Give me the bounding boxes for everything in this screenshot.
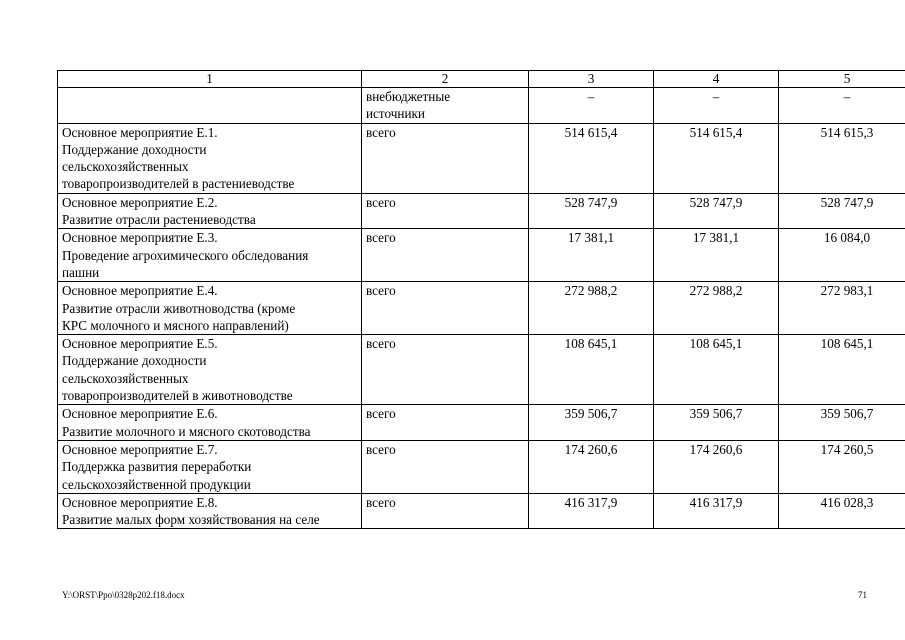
activity-name-cell-line: Поддержание доходности — [62, 353, 207, 369]
funding-source-cell-line: всего — [366, 441, 396, 457]
funding-source-cell — [362, 229, 529, 282]
table-row — [58, 123, 905, 193]
value-cell-col-5: 272 983,1 — [779, 282, 905, 335]
footer-file-path: Y:\ORST\Ppo\0328p202.f18.docx — [62, 590, 185, 600]
funding-source-cell-line: всего — [366, 494, 396, 510]
funding-source-cell-line: всего — [366, 406, 396, 422]
table-row — [58, 229, 905, 282]
table-row — [58, 335, 905, 405]
value-cell-col-5: 514 615,3 — [779, 123, 905, 193]
activity-name-cell — [58, 193, 362, 229]
activity-name-cell-line: Поддержание доходности — [62, 141, 207, 157]
value-cell-col-5: – — [779, 88, 905, 124]
funding-source-cell-line: источники — [366, 106, 425, 122]
funding-source-cell — [362, 88, 529, 124]
activity-name-cell-line: Основное мероприятие Е.6. — [62, 406, 218, 422]
activity-name-cell-line: товаропроизводителей в животноводстве — [62, 388, 293, 404]
table-row — [58, 440, 905, 493]
activity-name-cell — [58, 493, 362, 529]
funding-source-cell — [362, 335, 529, 405]
value-cell-col-4: 416 317,9 — [654, 493, 779, 529]
activity-name-cell-line: Основное мероприятие Е.5. — [62, 336, 218, 352]
value-cell-col-5: 528 747,9 — [779, 193, 905, 229]
activity-name-cell-line: сельскохозяйственных — [62, 370, 189, 386]
value-cell-col-4: 359 506,7 — [654, 405, 779, 441]
value-cell-col-5: 108 645,1 — [779, 335, 905, 405]
page-number: 71 — [858, 590, 867, 600]
activity-name-cell-line: Поддержка развития переработки — [62, 459, 252, 475]
value-cell-col-5: 174 260,5 — [779, 440, 905, 493]
activity-name-cell — [58, 123, 362, 193]
value-cell-col-3: 108 645,1 — [529, 335, 654, 405]
funding-source-cell-line: всего — [366, 336, 396, 352]
header-cell-3: 3 — [529, 71, 654, 88]
activity-name-cell-line: Развитие малых форм хозяйствования на селе — [62, 512, 320, 528]
value-cell-col-3: 416 317,9 — [529, 493, 654, 529]
funding-source-cell-line: всего — [366, 283, 396, 299]
activity-name-cell-line: Развитие отрасли растениеводства — [62, 212, 256, 228]
value-cell-col-4: 174 260,6 — [654, 440, 779, 493]
activity-name-cell-line: Основное мероприятие Е.7. — [62, 441, 218, 457]
value-cell-col-3: – — [529, 88, 654, 124]
table-row — [58, 405, 905, 441]
funding-source-cell-line: всего — [366, 124, 396, 140]
activity-name-cell — [58, 88, 362, 124]
activity-name-cell-line: КРС молочного и мясного направлений) — [62, 317, 289, 333]
header-cell-4: 4 — [654, 71, 779, 88]
table-row — [58, 88, 905, 124]
value-cell-col-3: 174 260,6 — [529, 440, 654, 493]
value-cell-col-3: 272 988,2 — [529, 282, 654, 335]
activity-name-cell-line: Основное мероприятие Е.2. — [62, 194, 218, 210]
header-cell-1: 1 — [58, 71, 362, 88]
table-header-row — [58, 71, 905, 88]
funding-source-cell — [362, 440, 529, 493]
activity-name-cell-line: пашни — [62, 264, 100, 280]
value-cell-col-4: 17 381,1 — [654, 229, 779, 282]
activity-name-cell-line: сельскохозяйственных — [62, 159, 189, 175]
document-table — [57, 70, 905, 529]
activity-name-cell-line: Проведение агрохимического обследования — [62, 247, 309, 263]
activity-name-cell — [58, 229, 362, 282]
value-cell-col-4: 514 615,4 — [654, 123, 779, 193]
value-cell-col-3: 17 381,1 — [529, 229, 654, 282]
table-row — [58, 282, 905, 335]
funding-source-cell — [362, 193, 529, 229]
funding-source-cell — [362, 405, 529, 441]
value-cell-col-3: 514 615,4 — [529, 123, 654, 193]
activity-name-cell-line: Развитие молочного и мясного скотоводства — [62, 423, 311, 439]
activity-name-cell-line: Развитие отрасли животноводства (кроме — [62, 300, 296, 316]
activity-name-cell-line: Основное мероприятие Е.3. — [62, 230, 218, 246]
activity-name-cell-line: Основное мероприятие Е.1. — [62, 124, 218, 140]
value-cell-col-3: 528 747,9 — [529, 193, 654, 229]
table-row — [58, 193, 905, 229]
value-cell-col-5: 416 028,3 — [779, 493, 905, 529]
header-cell-5: 5 — [779, 71, 905, 88]
activity-name-cell-line: товаропроизводителей в растениеводстве — [62, 176, 295, 192]
activity-name-cell — [58, 405, 362, 441]
activity-name-cell-line: сельскохозяйственной продукции — [62, 476, 251, 492]
activity-name-cell — [58, 282, 362, 335]
activity-name-cell — [58, 335, 362, 405]
activity-name-cell-line: Основное мероприятие Е.8. — [62, 494, 218, 510]
funding-source-cell-line: всего — [366, 230, 396, 246]
value-cell-col-4: – — [654, 88, 779, 124]
funding-source-cell-line: всего — [366, 194, 396, 210]
funding-source-cell — [362, 493, 529, 529]
funding-source-cell — [362, 282, 529, 335]
value-cell-col-4: 108 645,1 — [654, 335, 779, 405]
funding-source-cell-line: внебюджетные — [366, 89, 451, 104]
table-body — [58, 71, 905, 529]
table-row — [58, 493, 905, 529]
activity-name-cell-line: Основное мероприятие Е.4. — [62, 283, 218, 299]
value-cell-col-4: 528 747,9 — [654, 193, 779, 229]
header-cell-2: 2 — [362, 71, 529, 88]
value-cell-col-3: 359 506,7 — [529, 405, 654, 441]
value-cell-col-4: 272 988,2 — [654, 282, 779, 335]
value-cell-col-5: 16 084,0 — [779, 229, 905, 282]
value-cell-col-5: 359 506,7 — [779, 405, 905, 441]
funding-source-cell — [362, 123, 529, 193]
activity-name-cell — [58, 440, 362, 493]
